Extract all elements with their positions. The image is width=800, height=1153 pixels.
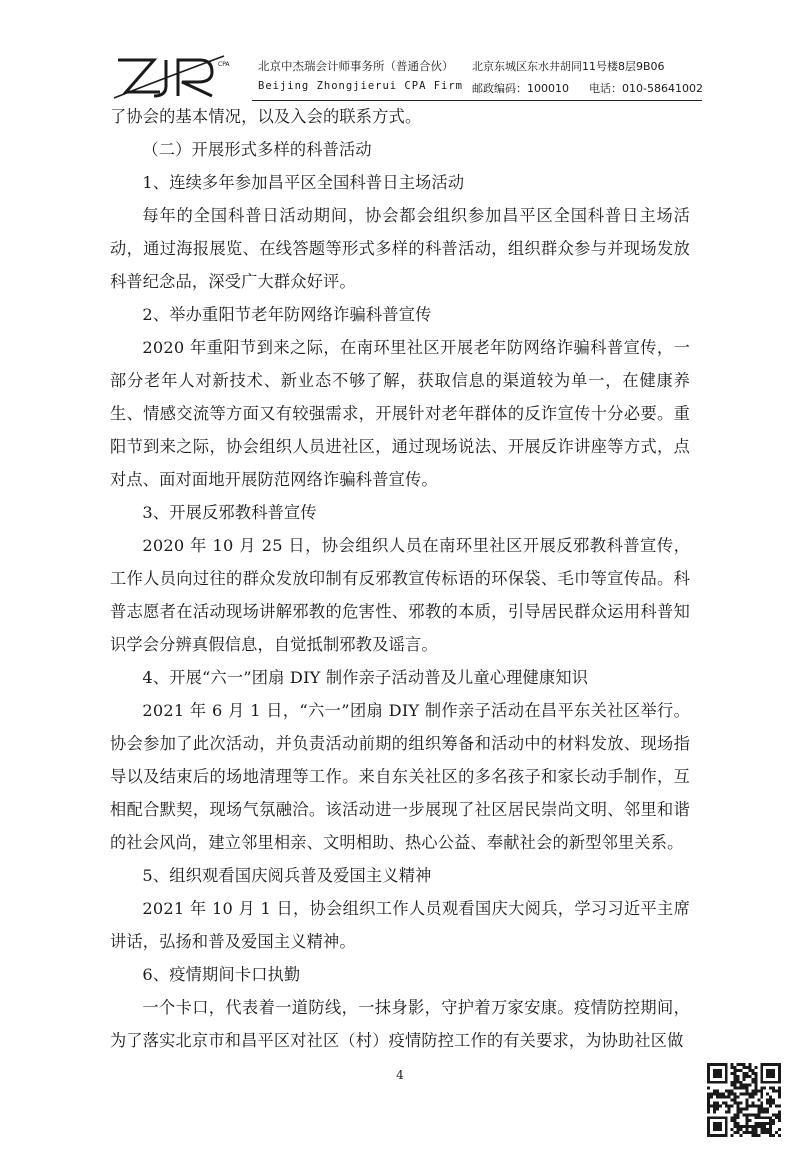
qr-code-icon (707, 1063, 781, 1137)
phone: 电话：010-58641002 (589, 82, 703, 95)
firm-contact (472, 80, 723, 96)
paragraph: 2021 年 10 月 1 日，协会组织工作人员观看国庆大阅兵，学习习近平主席讲话，弘扬和普及爱国主义精神。 (110, 899, 690, 951)
subsection-heading: 2、举办重阳节老年防网络诈骗科普宣传 (142, 305, 432, 324)
subsection-heading: 6、疫情期间卡口执勤 (142, 965, 301, 984)
document-body (110, 100, 690, 1057)
subsection-heading: 1、连续多年参加昌平区全国科普日主场活动 (142, 173, 465, 192)
paragraph: 2020 年 10 月 25 日，协会组织人员在南环里社区开展反邪教科普宣传，工作人员向过往的群众发放印制有反邪教宣传标语的环保袋、毛巾等宣传品。科普志愿者在活动现场讲解邪教的危害性、邪教的本质，引导居民群众运用科普知识学会分辨真假信息，自觉抵制邪教及谣言。 (110, 536, 690, 654)
page-number: 4 (396, 1068, 404, 1082)
firm-name-cn: 北京中杰瑞会计师事务所（普通合伙） (258, 59, 454, 73)
subsection-heading: 5、组织观看国庆阅兵普及爱国主义精神 (142, 866, 432, 885)
firm-logo (114, 52, 236, 102)
section-heading: （二）开展形式多样的科普活动 (142, 140, 372, 159)
paragraph: 每年的全国科普日活动期间，协会都会组织参加昌平区全国科普日主场活动，通过海报展览、在线答题等形式多样的科普活动，组织群众参与并现场发放科普纪念品，深受广大群众好评。 (110, 206, 690, 291)
paragraph: 2021 年 6 月 1 日，“六一”团扇 DIY 制作亲子活动在昌平东关社区举行。协会参加了此次活动，并负责活动前期的组织筹备和活动中的材料发放、现场指导以及结束后的场地清理等工作。来自东关社区的多名孩子和家长动手制作，互相配合默契，现场气氛融洽。该活动进一步展现了社区居民崇尚文明、邻里和谐的社会风尚，建立邻里相亲、文明相助、热心公益、奉献社会的新型邻里关系。 (110, 701, 690, 852)
paragraph: 一个卡口，代表着一道防线，一抹身影，守护着万家安康。疫情防控期间，为了落实北京市和昌平区对社区（村）疫情防控工作的有关要求，为协助社区做 (110, 998, 690, 1050)
firm-address: 北京东城区东水井胡同11号楼8层9B06 (472, 60, 665, 73)
postcode: 邮政编码：100010 (472, 82, 569, 95)
firm-name-en: Beijing Zhongjierui CPA Firm (258, 80, 464, 92)
paragraph: 了协会的基本情况，以及入会的联系方式。 (110, 107, 422, 126)
subsection-heading: 4、开展“六一”团扇 DIY 制作亲子活动普及儿童心理健康知识 (142, 668, 589, 687)
paragraph: 2020 年重阳节到来之际，在南环里社区开展老年防网络诈骗科普宣传，一部分老年人对新技术、新业态不够了解，获取信息的渠道较为单一，在健康养生、情感交流等方面又有较强需求，开展针对老年群体的反诈宣传十分必要。重阳节到来之际，协会组织人员进社区，通过现场说法、开展反诈讲座等方式，点对点、面对面地开展防范网络诈骗科普宣传。 (110, 338, 690, 489)
logo-sub: CPA (218, 61, 230, 68)
subsection-heading: 3、开展反邪教科普宣传 (142, 503, 317, 522)
letterhead (100, 38, 703, 106)
